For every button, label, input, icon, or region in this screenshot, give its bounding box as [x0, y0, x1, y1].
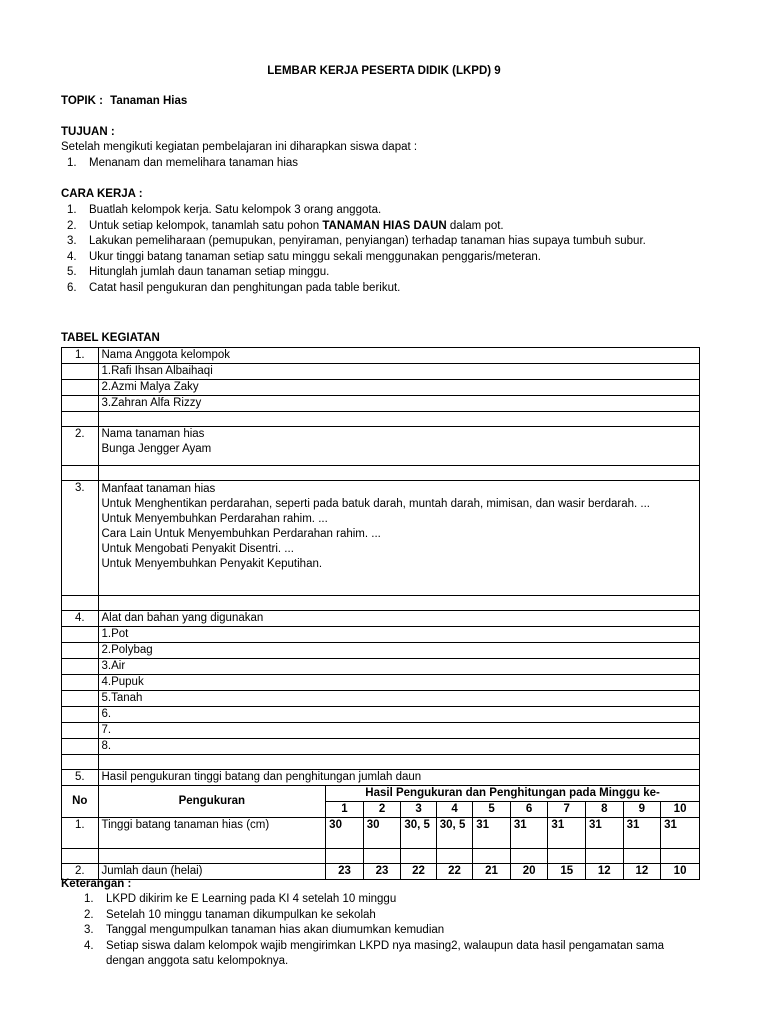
row-number: 2.	[62, 427, 99, 466]
tool-item: 5.Tanah	[98, 691, 700, 707]
result-value: 31	[661, 818, 700, 849]
result-value: 15	[548, 864, 586, 880]
note-item: 2. Setelah 10 minggu tanaman dikumpulkan ke sekolah	[84, 908, 376, 921]
benefits-heading: Manfaat tanaman hias	[101, 483, 216, 495]
note-item: 4. Setiap siswa dalam kelompok wajib mengirimkan LKPD nya masing2, walaupun data hasil pengamatan sama dengan anggota satu kelompoknya.	[84, 939, 665, 967]
notes-label: Keterangan :	[61, 878, 132, 890]
results-heading: Hasil pengukuran tinggi batang dan penghitungan jumlah daun	[98, 770, 700, 786]
result-value: 31	[473, 818, 511, 849]
result-value: 12	[586, 864, 624, 880]
spacer-row	[62, 412, 700, 427]
result-row-leaves	[62, 864, 700, 880]
result-value: 30	[363, 818, 401, 849]
week-number: 2	[363, 802, 401, 818]
result-value: 12	[623, 864, 661, 880]
result-value: 30	[326, 818, 364, 849]
row-number: 5.	[62, 770, 99, 786]
week-number: 6	[510, 802, 548, 818]
table-row	[62, 691, 700, 707]
week-number: 3	[401, 802, 436, 818]
table-row	[62, 643, 700, 659]
result-value: 22	[401, 864, 436, 880]
tool-item: 6.	[98, 707, 700, 723]
col-measure-header: Pengukuran	[98, 786, 326, 818]
table-row	[62, 611, 700, 627]
table-row	[62, 770, 700, 786]
benefit-line: Untuk Menyembuhkan Penyakit Keputihan.	[101, 558, 323, 570]
goal-intro: Setelah mengikuti kegiatan pembelajaran ini diharapkan siswa dapat :	[61, 141, 418, 153]
row-number: 3.	[62, 481, 99, 596]
tool-item: 1.Pot	[98, 627, 700, 643]
result-no: 1.	[62, 818, 99, 849]
benefit-line: Untuk Mengobati Penyakit Disentri. ...	[101, 543, 294, 555]
week-number: 1	[326, 802, 364, 818]
table-row	[62, 481, 700, 596]
row-number: 1.	[62, 348, 99, 364]
topic-value: Tanaman Hias	[110, 95, 188, 107]
spacer-row	[62, 596, 700, 611]
page-title: LEMBAR KERJA PESERTA DIDIK (LKPD) 9	[267, 65, 501, 77]
step-item: 6. Catat hasil pengukuran dan penghitungan pada table berikut.	[67, 281, 401, 294]
tool-item: 8.	[98, 739, 700, 755]
step-item: 4. Ukur tinggi batang tanaman setiap satu minggu sekali menggunakan penggaris/meteran.	[67, 250, 541, 263]
goal-item: 1. Menanam dan memelihara tanaman hias	[67, 157, 299, 169]
table-row	[62, 364, 700, 380]
goal-label: TUJUAN :	[61, 126, 115, 138]
table-row	[62, 659, 700, 675]
tool-item: 2.Polybag	[98, 643, 700, 659]
table-row	[62, 380, 700, 396]
table-row	[62, 427, 700, 466]
table-row	[62, 675, 700, 691]
result-value: 10	[661, 864, 700, 880]
week-number: 10	[661, 802, 700, 818]
result-value: 31	[623, 818, 661, 849]
result-row-height	[62, 818, 700, 849]
plant-heading: Nama tanaman hias	[101, 428, 205, 440]
notes-list	[78, 892, 698, 970]
step-item: 3. Lakukan pemeliharaan (pemupukan, penyiraman, penyiangan) terhadap tanaman hias supaya tumbuh subur.	[67, 235, 646, 247]
spacer-row	[62, 466, 700, 481]
spacer-row	[62, 755, 700, 770]
steps-label: CARA KERJA :	[61, 188, 143, 200]
result-value: 30, 5	[401, 818, 436, 849]
week-number: 7	[548, 802, 586, 818]
results-header-row	[62, 786, 700, 802]
plant-cell	[98, 427, 700, 466]
table-row	[62, 739, 700, 755]
week-number: 9	[623, 802, 661, 818]
result-value: 30, 5	[436, 818, 473, 849]
step-emphasis: TANAMAN HIAS DAUN	[322, 219, 447, 232]
member-name: 2.Azmi Malya Zaky	[98, 380, 700, 396]
steps-list	[61, 203, 701, 296]
table-row	[62, 627, 700, 643]
week-number: 5	[473, 802, 511, 818]
step-item: 5. Hitunglah jumlah daun tanaman setiap minggu.	[67, 266, 330, 278]
result-value: 22	[436, 864, 473, 880]
note-item: 1. LKPD dikirim ke E Learning pada KI 4 setelah 10 minggu	[84, 893, 397, 905]
topic-label: TOPIK :	[61, 95, 103, 107]
result-value: 31	[548, 818, 586, 849]
members-heading: Nama Anggota kelompok	[98, 348, 700, 364]
result-label: Jumlah daun (helai)	[98, 864, 326, 880]
plant-value: Bunga Jengger Ayam	[101, 443, 212, 455]
tool-item: 7.	[98, 723, 700, 739]
member-name: 3.Zahran Alfa Rizzy	[98, 396, 700, 412]
week-number: 4	[436, 802, 473, 818]
benefit-line: Untuk Menghentikan perdarahan, seperti pada batuk darah, muntah darah, mimisan, dan wasir berdarah. ...	[101, 498, 650, 510]
week-number: 8	[586, 802, 624, 818]
result-value: 23	[363, 864, 401, 880]
topic-line	[61, 94, 187, 109]
activity-table	[61, 347, 700, 880]
table-label: TABEL KEGIATAN	[61, 332, 160, 344]
result-no: 2.	[62, 864, 99, 880]
col-no-header: No	[62, 786, 99, 818]
result-value: 31	[586, 818, 624, 849]
step-item: 1. Buatlah kelompok kerja. Satu kelompok 3 orang anggota.	[67, 204, 382, 216]
step-item: 2. Untuk setiap kelompok, tanamlah satu pohon TANAMAN HIAS DAUN dalam pot.	[67, 219, 504, 232]
goal-list	[61, 156, 298, 172]
benefit-line: Untuk Menyembuhkan Perdarahan rahim. ...	[101, 513, 328, 525]
table-row	[62, 707, 700, 723]
tools-heading: Alat dan bahan yang digunakan	[98, 611, 700, 627]
tool-item: 3.Air	[98, 659, 700, 675]
tool-item: 4.Pupuk	[98, 675, 700, 691]
table-row	[62, 396, 700, 412]
result-label: Tinggi batang tanaman hias (cm)	[98, 818, 326, 849]
result-value: 31	[510, 818, 548, 849]
note-item: 3. Tanggal mengumpulkan tanaman hias akan diumumkan kemudian	[84, 924, 445, 936]
table-row	[62, 348, 700, 364]
spacer-row	[62, 849, 700, 864]
col-weeks-header: Hasil Pengukuran dan Penghitungan pada Minggu ke-	[326, 786, 700, 802]
row-number: 4.	[62, 611, 99, 627]
member-name: 1.Rafi Ihsan Albaihaqi	[98, 364, 700, 380]
benefits-cell	[98, 481, 700, 596]
result-value: 23	[326, 864, 364, 880]
result-value: 21	[473, 864, 511, 880]
table-row	[62, 723, 700, 739]
result-value: 20	[510, 864, 548, 880]
benefit-line: Cara Lain Untuk Menyembuhkan Perdarahan rahim. ...	[101, 528, 381, 540]
